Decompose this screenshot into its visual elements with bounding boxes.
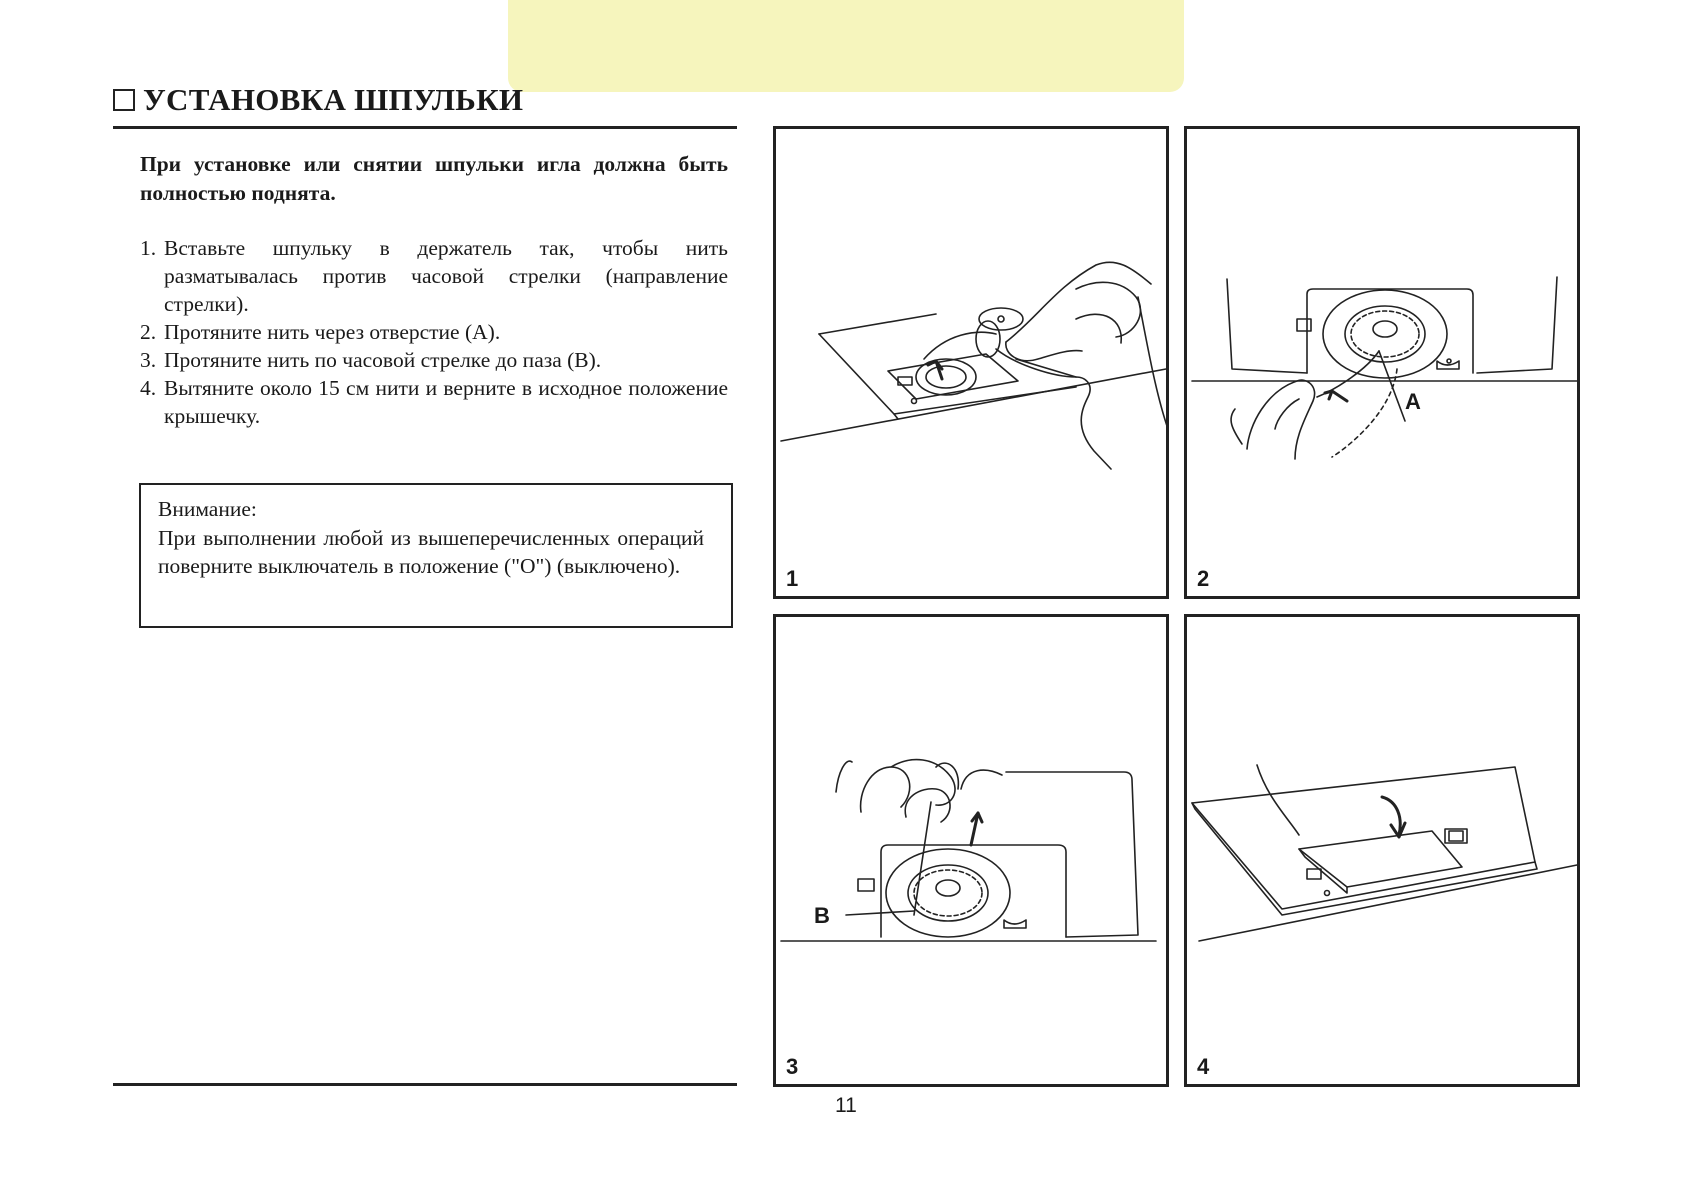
step-number: 4. — [140, 376, 157, 400]
page-number: 11 — [835, 1094, 857, 1117]
close-cover-illustration-icon — [1187, 617, 1583, 1090]
thread-to-groove-illustration-icon — [776, 617, 1172, 1090]
intro-warning: При установке или снятии шпульки игла должна быть полностью поднята. — [140, 152, 728, 205]
section-header — [113, 82, 523, 118]
figure-number: 1 — [786, 566, 799, 591]
step-number: 1. — [140, 236, 157, 260]
figure-number: 2 — [1197, 566, 1210, 591]
page-title: УСТАНОВКА ШПУЛЬКИ — [143, 82, 524, 117]
step-text: Вставьте шпульку в держатель так, чтобы нить разматывалась против часовой стрелки (направление стрелки). — [164, 236, 728, 316]
thread-through-hole-illustration-icon — [1187, 129, 1583, 602]
list-item — [140, 234, 728, 318]
checkbox-square-icon — [113, 89, 135, 111]
label-a: A — [1405, 389, 1421, 414]
bobbin-insert-illustration-icon — [776, 129, 1172, 602]
caution-text: При выполнении любой из вышеперечисленных операций поверните выключатель в положение ("O") (выключено). — [158, 525, 704, 578]
step-text: Протяните нить по часовой стрелке до паза (B). — [164, 348, 602, 372]
figure-number: 4 — [1197, 1054, 1210, 1079]
figure-number: 3 — [786, 1054, 799, 1079]
figure-panel-1 — [773, 126, 1169, 599]
top-divider — [113, 126, 737, 129]
step-number: 3. — [140, 348, 157, 372]
instruction-steps — [140, 234, 728, 430]
caution-box — [139, 483, 733, 628]
list-item — [140, 318, 728, 346]
caution-heading: Внимание: — [158, 497, 257, 521]
bottom-divider — [113, 1083, 737, 1086]
header-highlight-band — [508, 0, 1184, 92]
figure-panel-2 — [1184, 126, 1580, 599]
figure-panel-4 — [1184, 614, 1580, 1087]
figure-panel-3 — [773, 614, 1169, 1087]
step-text: Протяните нить через отверстие (A). — [164, 320, 501, 344]
list-item — [140, 374, 728, 430]
label-b: B — [814, 903, 830, 928]
list-item — [140, 346, 728, 374]
step-text: Вытяните около 15 см нити и верните в исходное положение крышечку. — [164, 376, 728, 428]
step-number: 2. — [140, 320, 157, 344]
